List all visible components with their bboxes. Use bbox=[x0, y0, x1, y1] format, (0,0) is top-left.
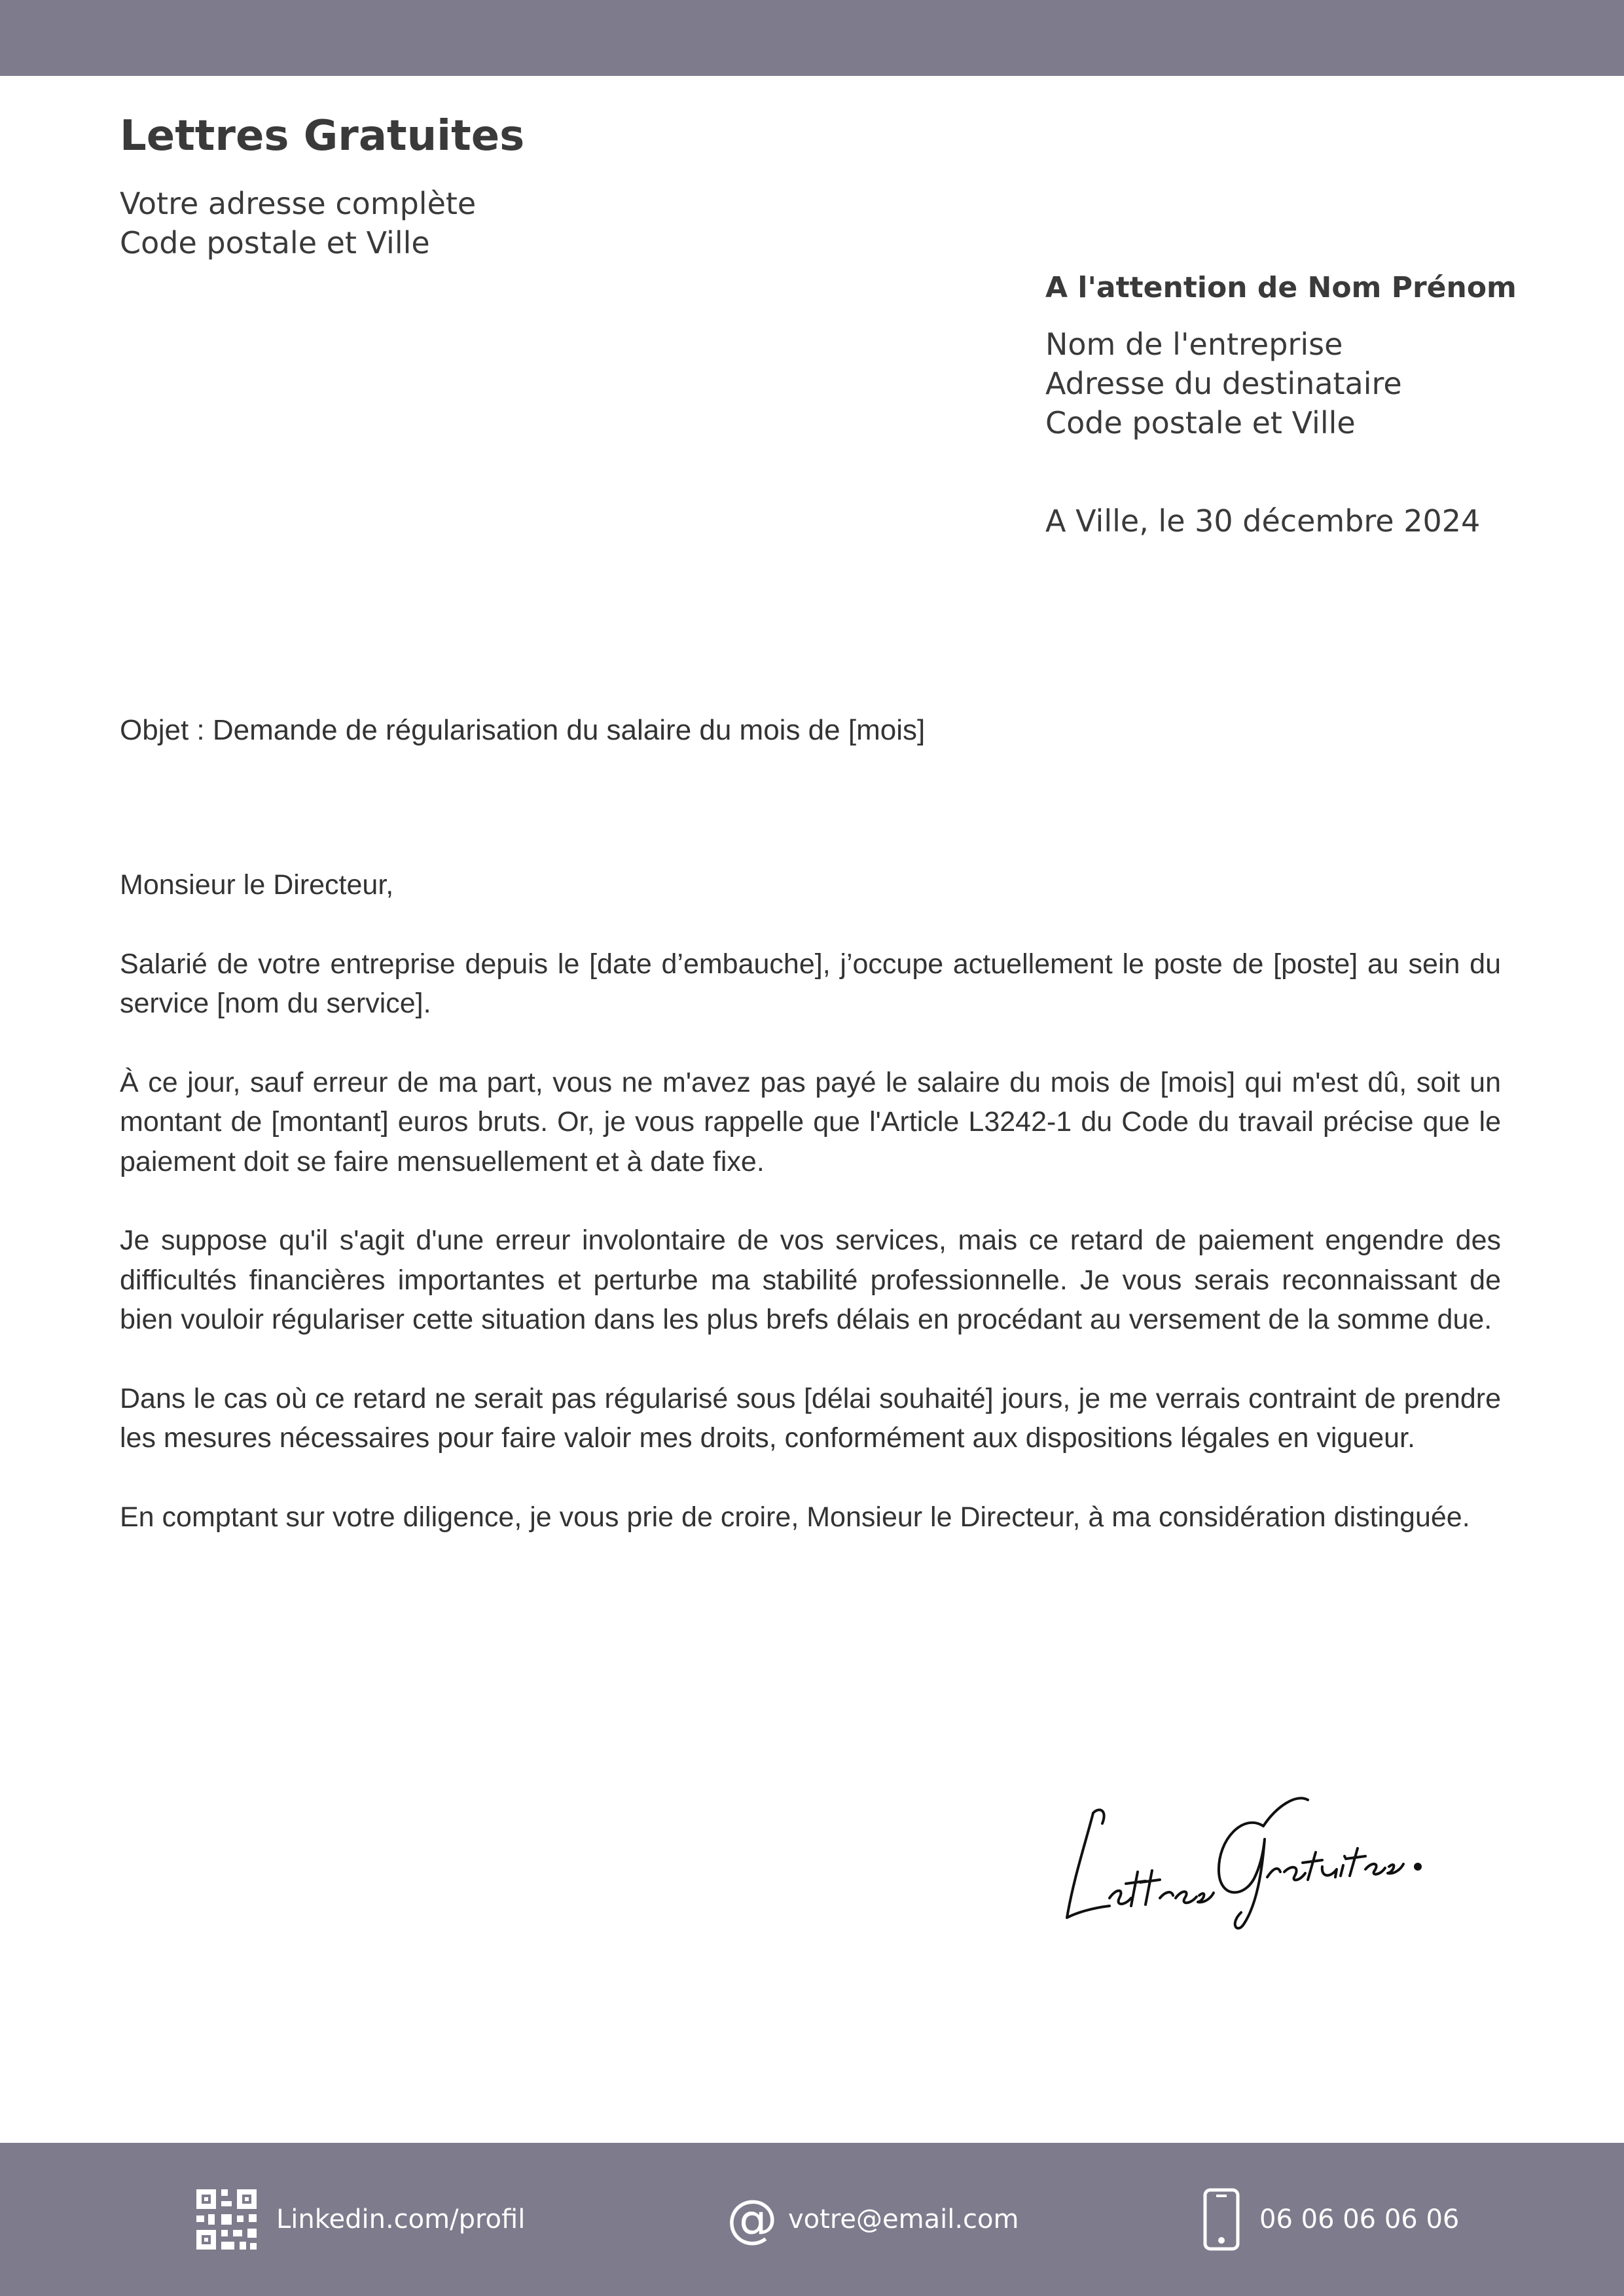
letter-body bbox=[120, 865, 1501, 1576]
sender-address: Votre adresse complète bbox=[120, 185, 477, 221]
salutation: Monsieur le Directeur, bbox=[120, 869, 394, 901]
body-paragraph: En comptant sur votre diligence, je vous prie de croire, Monsieur le Directeur, à ma considération distinguée. bbox=[120, 1501, 1470, 1533]
footer-linkedin[interactable] bbox=[196, 2143, 525, 2296]
recipient-block bbox=[1045, 268, 1602, 442]
recipient-attention: A l'attention de Nom Prénom bbox=[1045, 271, 1517, 304]
letter-subject: Objet : Demande de régularisation du salaire du mois de [mois] bbox=[120, 714, 926, 746]
handwritten-signature bbox=[1047, 1767, 1440, 1937]
email-link[interactable]: votre@email.com bbox=[788, 2204, 1019, 2234]
body-paragraph: À ce jour, sauf erreur de ma part, vous ne m'avez pas payé le salaire du mois de [mois] qui m'est dû, soit un montant de [montant] euros bruts. Or, je vous rappelle que l'Article L3242-1 du Code du travail précise que le paiement doit se faire mensuellement et à date fixe. bbox=[120, 1066, 1501, 1177]
sender-name: Lettres Gratuites bbox=[120, 112, 525, 160]
footer bbox=[0, 2143, 1624, 2296]
body-paragraph: Je suppose qu'il s'agit d'une erreur involontaire de vos services, mais ce retard de paiement engendre des difficultés financières importantes et perturbe ma stabilité professionnelle. Je vous serais reconnaissant de bien vouloir régulariser cette situation dans les plus brefs délais en procédant au versement de la somme due. bbox=[120, 1225, 1501, 1335]
linkedin-link[interactable]: Linkedin.com/profil bbox=[276, 2204, 526, 2234]
recipient-city: Code postale et Ville bbox=[1045, 405, 1356, 440]
recipient-address: Adresse du destinataire bbox=[1045, 366, 1402, 401]
sender-city: Code postale et Ville bbox=[120, 224, 430, 260]
qr-code-icon bbox=[196, 2189, 257, 2250]
footer-email[interactable] bbox=[727, 2143, 1019, 2296]
body-paragraph: Dans le cas où ce retard ne serait pas régularisé sous [délai souhaité] jours, je me verrais contraint de prendre les mesures nécessaires pour faire valoir mes droits, conformément aux dispositions légales en vigueur. bbox=[120, 1382, 1501, 1454]
letter-date: A Ville, le 30 décembre 2024 bbox=[1045, 503, 1481, 539]
phone-icon bbox=[1203, 2188, 1240, 2251]
sender-block bbox=[120, 111, 840, 262]
recipient-company: Nom de l'entreprise bbox=[1045, 327, 1343, 362]
phone-number[interactable]: 06 06 06 06 06 bbox=[1259, 2204, 1460, 2234]
footer-phone[interactable] bbox=[1203, 2143, 1459, 2296]
at-sign-icon: @ bbox=[727, 2190, 778, 2249]
body-paragraph: Salarié de votre entreprise depuis le [date d’embauche], j’occupe actuellement le poste de [poste] au sein du service [nom du service]. bbox=[120, 948, 1501, 1019]
header-band bbox=[0, 0, 1624, 76]
